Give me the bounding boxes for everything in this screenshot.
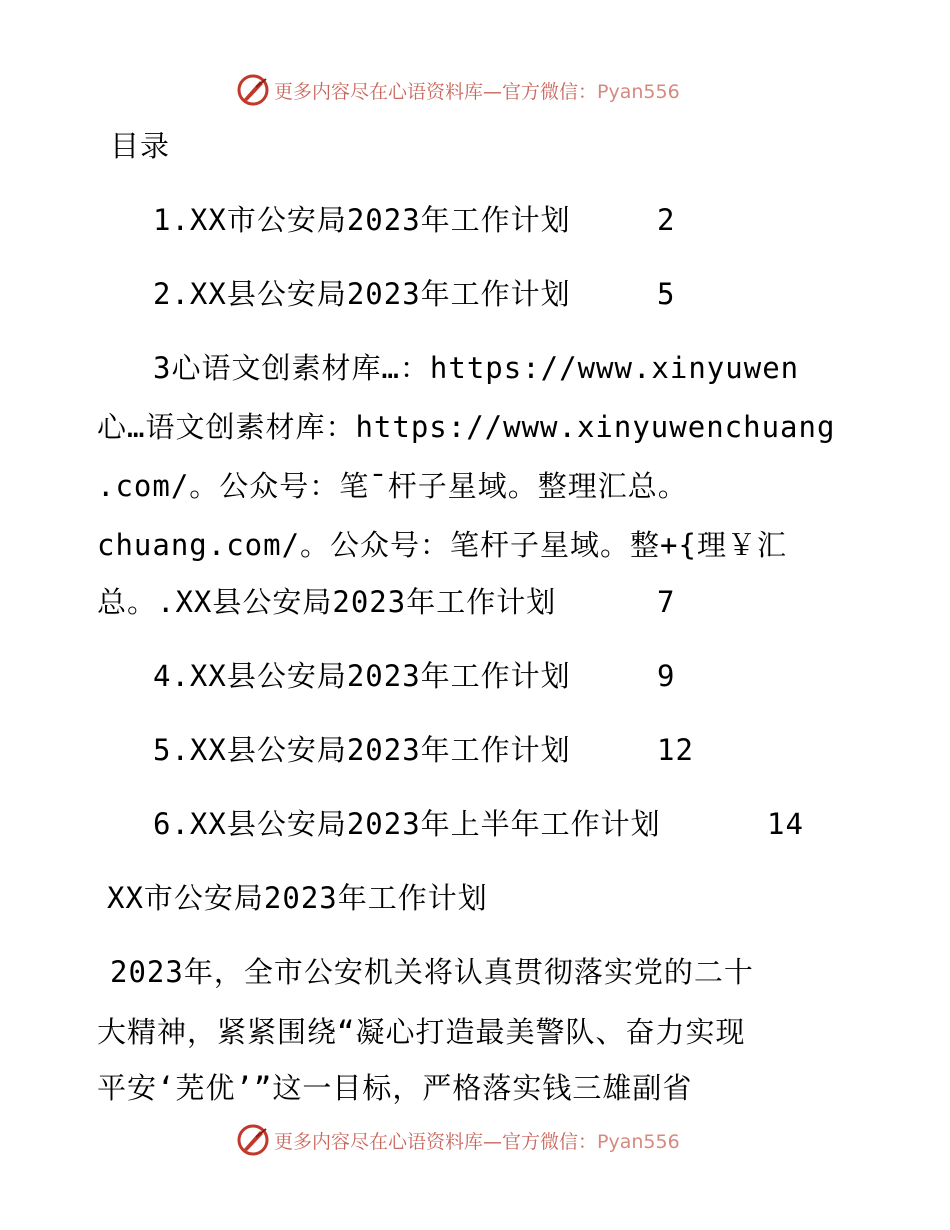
toc-item-title: 1.XX市公安局2023年工作计划 xyxy=(153,203,571,237)
watermark-brand: 更多内容尽在心语资料库 xyxy=(274,1130,484,1153)
toc-item-title: 4.XX县公安局2023年工作计划 xyxy=(153,659,571,693)
toc-garbled-line: chuang.com/。公众号：笔杆子星域。整+{理￥汇 xyxy=(97,528,787,562)
watermark-handle: Pyan556 xyxy=(597,1130,680,1153)
toc-item-page: 5 xyxy=(657,277,676,311)
toc-item[interactable] xyxy=(97,582,676,622)
toc-item-page: 9 xyxy=(657,659,676,693)
toc-item-page: 7 xyxy=(657,585,676,619)
watermark-official: 官方微信： xyxy=(502,80,598,103)
toc-heading: 目录 xyxy=(110,129,171,163)
watermark-brand: 更多内容尽在心语资料库 xyxy=(274,80,484,103)
watermark-separator: — xyxy=(483,80,503,103)
toc-item-title: 2.XX县公安局2023年工作计划 xyxy=(153,277,571,311)
toc-item-page: 2 xyxy=(657,203,676,237)
footer-watermark xyxy=(236,1122,716,1158)
watermark-separator: — xyxy=(483,1130,503,1153)
toc-item-title: 5.XX县公安局2023年工作计划 xyxy=(153,733,571,767)
quill-logo-icon xyxy=(236,73,270,107)
watermark-text xyxy=(274,1127,680,1154)
toc-item[interactable] xyxy=(153,656,676,696)
toc-item-title: 6.XX县公安局2023年上半年工作计划 xyxy=(153,807,661,841)
watermark-handle: Pyan556 xyxy=(597,80,680,103)
article-body-line: 大精神，紧紧围绕“凝心打造最美警队、奋力实现 xyxy=(97,1015,746,1049)
toc-item[interactable] xyxy=(153,730,694,770)
toc-item[interactable] xyxy=(153,274,676,314)
header-watermark xyxy=(236,72,716,108)
toc-item-page: 14 xyxy=(767,807,804,841)
toc-item-title: 总。.XX县公安局2023年工作计划 xyxy=(97,585,557,619)
article-body-line: 平安‘芜优’”这一目标，严格落实钱三雄副省 xyxy=(97,1071,693,1105)
toc-item[interactable] xyxy=(153,804,804,844)
toc-garbled-line: .com/。公众号：笔¯杆子星域。整理汇总。 xyxy=(97,469,688,503)
watermark-text xyxy=(274,77,680,104)
article-title: XX市公安局2023年工作计划 xyxy=(107,881,488,915)
toc-item-page: 12 xyxy=(657,733,694,767)
toc-garbled-line: 3心语文创素材库…：https://www.xinyuwen xyxy=(153,351,800,385)
quill-logo-icon xyxy=(236,1123,270,1157)
article-body-line: 2023年，全市公安机关将认真贯彻落实党的二十 xyxy=(110,955,754,989)
toc-item[interactable] xyxy=(153,200,676,240)
toc-garbled-line: 心…语文创素材库：https://www.xinyuwenchuang xyxy=(97,410,836,444)
watermark-official: 官方微信： xyxy=(502,1130,598,1153)
